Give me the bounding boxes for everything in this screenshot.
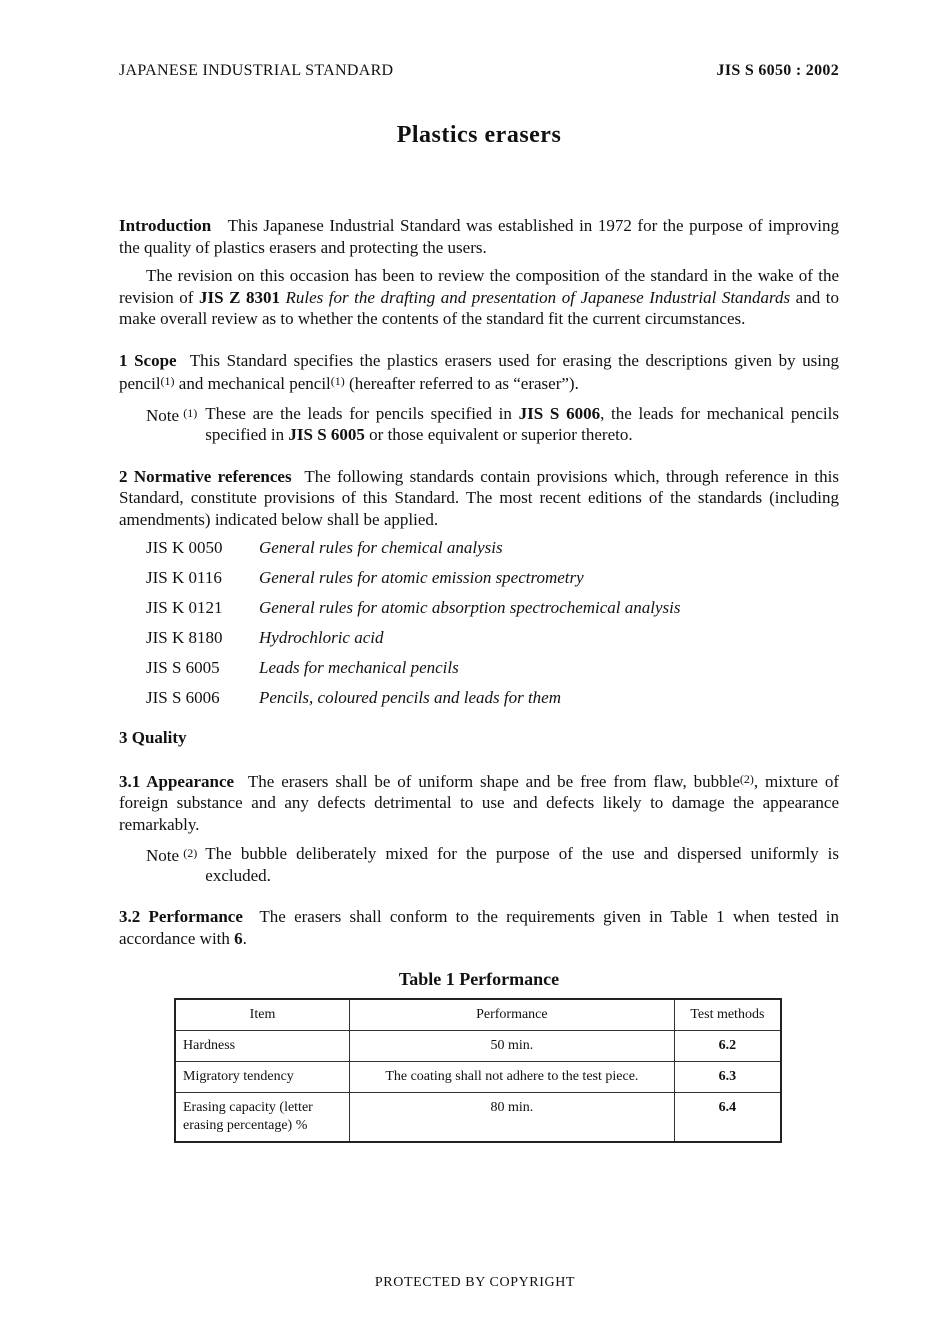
column-header: Item — [175, 999, 350, 1031]
footnote-ref-1b: (1) — [330, 374, 345, 388]
intro-paragraph-2 — [119, 265, 839, 330]
clause-ref-6: 6 — [234, 928, 243, 948]
intro-ref-title: Rules for the drafting and presentation of Japanese Industrial Standards — [285, 287, 791, 307]
quality-heading: 3 Quality — [119, 728, 187, 747]
intro-text-2a: The revision on this occasion has been to review the composition of the standard in the wake of the revision of — [119, 266, 839, 307]
page-title: Plastics erasers — [396, 122, 562, 148]
note-label: Note $^{(1)}$ — [146, 405, 198, 425]
normative-text: The following standards contain provisions which, through reference in this Standard, constitute provisions of this Standard. The most recent editions of the standards (including amendments) indicated below shall be applied. — [119, 466, 839, 529]
performance-cell: 50 min. — [350, 1031, 675, 1062]
scope-section — [119, 350, 839, 446]
method-cell: 6.4 — [674, 1093, 781, 1143]
performance-section — [119, 906, 839, 949]
note-text: The bubble deliberately mixed for the purpose of the use and dispersed uniformly is excluded. — [205, 844, 839, 885]
scope-text-a: This Standard specifies the plastics erasers used for erasing the descriptions given by using pencil — [119, 350, 840, 393]
table-row — [175, 1062, 781, 1093]
scope-text-b: and mechanical pencil — [174, 374, 331, 393]
copyright-footer: PROTECTED BY COPYRIGHT — [374, 1275, 576, 1290]
introduction-section — [119, 215, 839, 330]
reference-item: JIS K 8180 Hydrochloric acid — [146, 628, 384, 647]
normative-references-section — [119, 466, 839, 714]
method-cell: 6.2 — [674, 1031, 781, 1062]
intro-text-2b: and to make overall review as to whether the contents of the standard fit the current circumstances. — [119, 287, 839, 328]
appearance-heading: 3.1 Appearance — [119, 771, 235, 791]
normative-heading: 2 Normative references — [119, 466, 292, 486]
reference-item: JIS K 0050 General rules for chemical analysis — [146, 538, 503, 557]
appearance-section — [119, 769, 839, 887]
reference-list — [146, 533, 839, 713]
intro-text-1: This Japanese Industrial Standard was established in 1972 for the purpose of improving the quality of plastics erasers and protecting the users. — [119, 216, 839, 257]
header-left: JAPANESE INDUSTRIAL STANDARD — [119, 62, 394, 79]
method-cell: 6.3 — [674, 1062, 781, 1093]
reference-item: JIS K 0116 General rules for atomic emission spectrometry — [146, 568, 584, 587]
appearance-note — [146, 843, 839, 886]
scope-note — [146, 403, 839, 446]
item-cell: Hardness — [175, 1031, 350, 1062]
reference-item: JIS S 6006 Pencils, coloured pencils and leads for them — [146, 688, 562, 707]
reference-item: JIS S 6005 Leads for mechanical pencils — [146, 658, 459, 677]
document-page — [119, 62, 839, 990]
appearance-paragraph: 3.1 Appearance The erasers shall be of uniform shape and be free from flaw, bubble$^{(2)}$, mixture of foreign substance and any defects detrimental to use and defects likely to damage the appearance remarkably. — [119, 771, 839, 834]
note-ref-jis-s-6006: JIS S 6006 — [518, 403, 601, 423]
scope-text-c: (hereafter referred to as “eraser”). — [344, 374, 579, 393]
footnote-ref-1: (1) — [160, 374, 175, 388]
table-row — [175, 1093, 781, 1143]
normative-paragraph — [119, 466, 839, 531]
scope-paragraph — [119, 350, 839, 395]
reference-item: JIS K 0121 General rules for atomic absorption spectrochemical analysis — [146, 598, 681, 617]
performance-cell: 80 min. — [350, 1093, 675, 1143]
note-label: Note $^{(2)}$ — [146, 846, 198, 865]
item-cell: Erasing capacity (letter erasing percentage) % — [175, 1093, 350, 1143]
table-caption: Table 1 Performance — [398, 969, 560, 989]
standard-number: JIS S 6050 : 2002 — [716, 62, 839, 79]
performance-cell: The coating shall not adhere to the test piece. — [350, 1062, 675, 1093]
intro-heading: Introduction — [119, 216, 212, 235]
footnote-ref-2: (2) — [739, 771, 754, 786]
performance-paragraph: 3.2 Performance The erasers shall conform to the requirements given in Table 1 when tested in accordance with 6. — [119, 907, 840, 948]
page-header — [119, 62, 839, 80]
table-header-row — [175, 999, 781, 1031]
intro-paragraph-1 — [119, 215, 839, 258]
note-text: These are the leads for pencils specified in JIS S 6006, the leads for mechanical pencils specified in JIS S 6005 or those equivalent or superior thereto. — [205, 403, 839, 444]
item-cell: Migratory tendency — [175, 1062, 350, 1093]
performance-table — [174, 998, 782, 1143]
performance-heading: 3.2 Performance — [119, 907, 243, 926]
intro-ref-jis-z-8301: JIS Z 8301 — [199, 287, 280, 307]
table-row — [175, 1031, 781, 1062]
column-header: Test methods — [674, 999, 781, 1031]
scope-heading: 1 Scope — [119, 350, 177, 370]
note-ref-jis-s-6005: JIS S 6005 — [288, 425, 365, 444]
column-header: Performance — [350, 999, 675, 1031]
